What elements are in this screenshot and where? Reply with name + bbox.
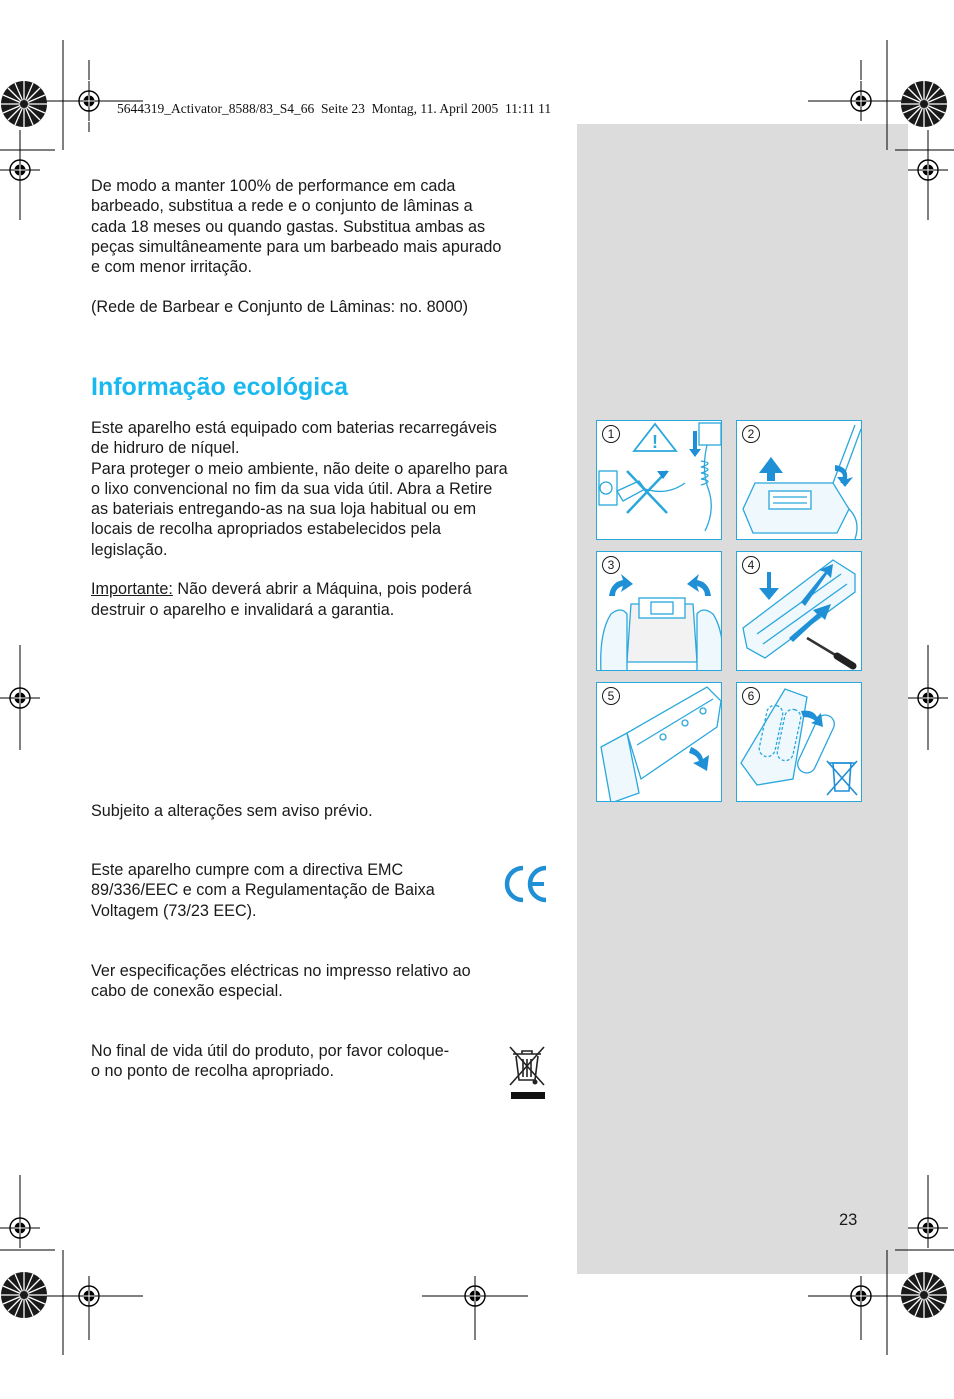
panel-number: 5 [602, 687, 620, 705]
panel-number: 1 [602, 425, 620, 443]
electrical-specs: Ver especificações eléctricas no impresso relativo ao cabo de conexão especial. [91, 962, 471, 1001]
eco-paragraph: Este aparelho está equipado com baterias recarregáveis de hidruro de níquel. Para proteger o meio ambiente, não deite o aparelho para o lixo convencional no fim da sua vida útil. Abra a Retire as bateriais entregando-as na sua loja habitual ou em locais de recolha apropriados estabelecidos pela legislação. [91, 419, 508, 559]
panel-number: 2 [742, 425, 760, 443]
important-text: Não deverá abrir a Máquina, pois poderá [172, 580, 472, 598]
figure-panel-1 [596, 420, 722, 540]
eco-heading: Informação ecológica [91, 373, 349, 401]
figure-panel-5 [596, 682, 722, 802]
important-label: Importante: [91, 580, 173, 598]
disposal-paragraph: No final de vida útil do produto, por favor coloque- o no ponto de recolha apropriado. [91, 1042, 450, 1081]
panel-number: 6 [742, 687, 760, 705]
subject-to-change: Subjeito a alterações sem aviso prévio. [91, 802, 373, 820]
figure-panel-2 [736, 420, 862, 540]
important-note [91, 579, 472, 599]
important-note-continued: destruir o aparelho e invalidará a garantia. [91, 601, 395, 619]
svg-text:!: ! [652, 432, 658, 452]
page-number: 23 [839, 1211, 858, 1229]
intro-paragraph: De modo a manter 100% de performance em cada barbeado, substitua a rede e o conjunto de lâminas a cada 18 meses ou quando gastas. Substitua ambas as peças simultâneamente para um barbeado mais apurado e com menor irritação. [91, 177, 502, 277]
panel-number: 3 [602, 556, 620, 574]
ce-mark-icon [504, 864, 550, 904]
panel-number: 4 [742, 556, 760, 574]
parts-note: (Rede de Barbear e Conjunto de Lâminas: no. 8000) [91, 298, 469, 316]
figure-panel-4 [736, 551, 862, 671]
crossed-out-bin-icon [507, 1044, 547, 1102]
figure-panel-3 [596, 551, 722, 671]
print-header: 5644319_Activator_8588/83_S4_66 Seite 23 Montag, 11. April 2005 11:11 11 [117, 101, 552, 116]
figure-panel-6 [736, 682, 862, 802]
emc-paragraph: Este aparelho cumpre com a directiva EMC 89/336/EEC e com a Regulamentação de Baixa Voltagem (73/23 EEC). [91, 861, 435, 920]
